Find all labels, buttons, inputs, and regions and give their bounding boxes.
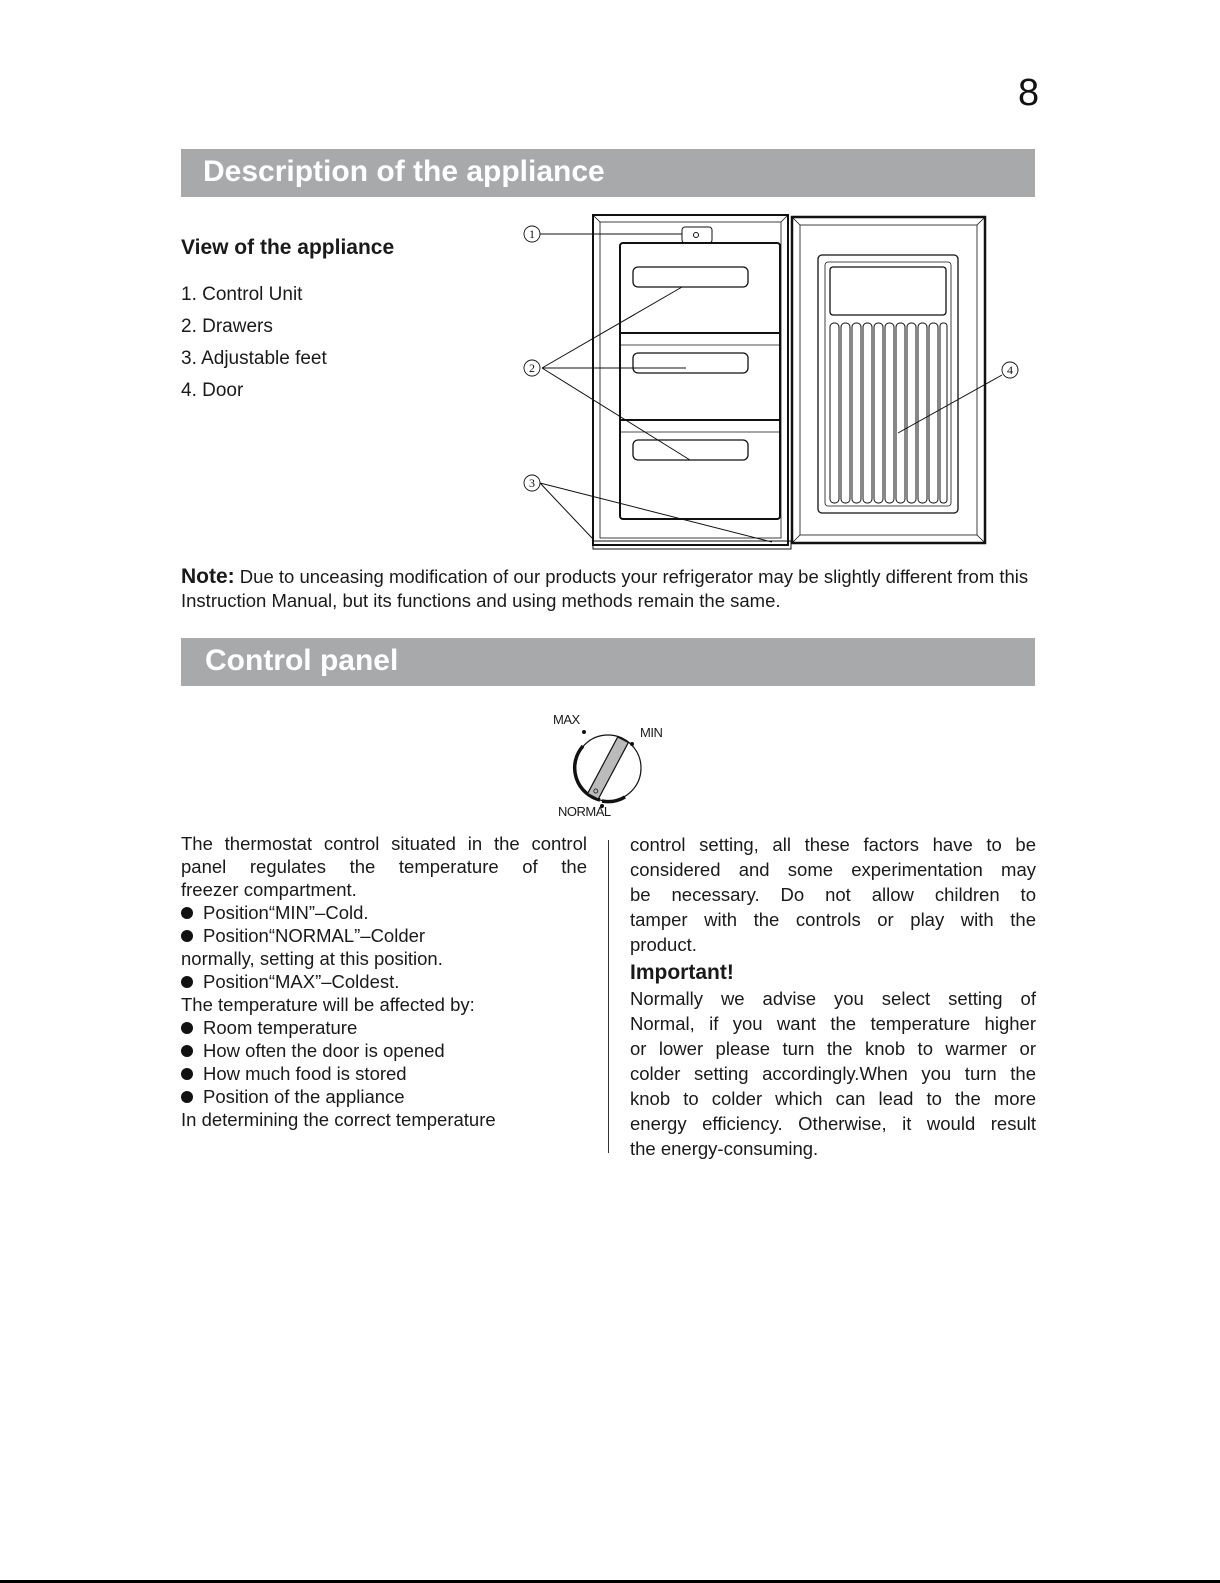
right-line: tamper with the controls or play with the xyxy=(630,909,1036,930)
thermostat-dial xyxy=(540,708,680,826)
intro-line: freezer compartment. xyxy=(181,879,357,900)
important-line: Normal, if you want the temperature higher xyxy=(630,1013,1036,1034)
bullet-normal: Position“NORMAL”–Colder xyxy=(181,924,587,947)
affected-intro: The temperature will be affected by: xyxy=(181,994,475,1015)
right-line: product. xyxy=(630,934,697,955)
right-line: considered and some experimentation may xyxy=(630,859,1036,880)
part-item: 1. Control Unit xyxy=(181,284,303,305)
svg-text:1: 1 xyxy=(529,227,535,241)
svg-text:4: 4 xyxy=(1007,363,1013,377)
dial-label-normal: NORMAL xyxy=(558,804,611,819)
note-label: Note: xyxy=(181,565,235,588)
parts-list xyxy=(181,282,327,410)
section-banner-control-panel: Control panel xyxy=(181,638,1035,686)
section-banner-description: Description of the appliance xyxy=(181,149,1035,197)
intro-line: panel regulates the temperature of the xyxy=(181,856,587,877)
bullet-min: Position“MIN”–Cold. xyxy=(181,901,587,924)
factor-item: How much food is stored xyxy=(181,1062,587,1085)
control-panel-right-column xyxy=(630,832,1036,1161)
part-item: 2. Drawers xyxy=(181,316,273,337)
bullet-normal-continued: normally, setting at this position. xyxy=(181,948,443,969)
important-line: knob to colder which can lead to the more xyxy=(630,1088,1036,1109)
part-item: 4. Door xyxy=(181,380,244,401)
part-item: 3. Adjustable feet xyxy=(181,348,327,369)
factor-item: Position of the appliance xyxy=(181,1085,587,1108)
factor-item: Room temperature xyxy=(181,1016,587,1039)
closing-line: In determining the correct temperature xyxy=(181,1109,496,1130)
important-line: the energy-consuming. xyxy=(630,1138,819,1159)
appliance-diagram xyxy=(510,205,1040,565)
view-subheading: View of the appliance xyxy=(181,236,395,259)
svg-text:3: 3 xyxy=(529,476,535,490)
important-line: Normally we advise you select setting of xyxy=(630,988,1036,1009)
important-line: energy efficiency. Otherwise, it would result xyxy=(630,1113,1036,1134)
note-paragraph xyxy=(181,565,1041,613)
right-line: be necessary. Do not allow children to xyxy=(630,884,1036,905)
important-heading: Important! xyxy=(630,961,734,984)
bullet-max: Position“MAX”–Coldest. xyxy=(181,970,587,993)
intro-line: The thermostat control situated in the control xyxy=(181,833,587,854)
svg-text:2: 2 xyxy=(529,361,535,375)
important-line: colder setting accordingly.When you turn the xyxy=(630,1063,1036,1084)
right-line: control setting, all these factors have to be xyxy=(630,834,1036,855)
control-panel-left-column xyxy=(181,832,587,1131)
dial-label-min: MIN xyxy=(640,725,663,740)
dial-label-max: MAX xyxy=(553,712,580,727)
column-divider xyxy=(608,840,609,1153)
page-number: 8 xyxy=(1018,72,1040,114)
important-line: or lower please turn the knob to warmer or xyxy=(630,1038,1036,1059)
note-text: Due to unceasing modification of our products your refrigerator may be slightly different from this Instruction Manual, but its functions and using methods remain the same. xyxy=(181,566,1029,611)
factor-item: How often the door is opened xyxy=(181,1039,587,1062)
